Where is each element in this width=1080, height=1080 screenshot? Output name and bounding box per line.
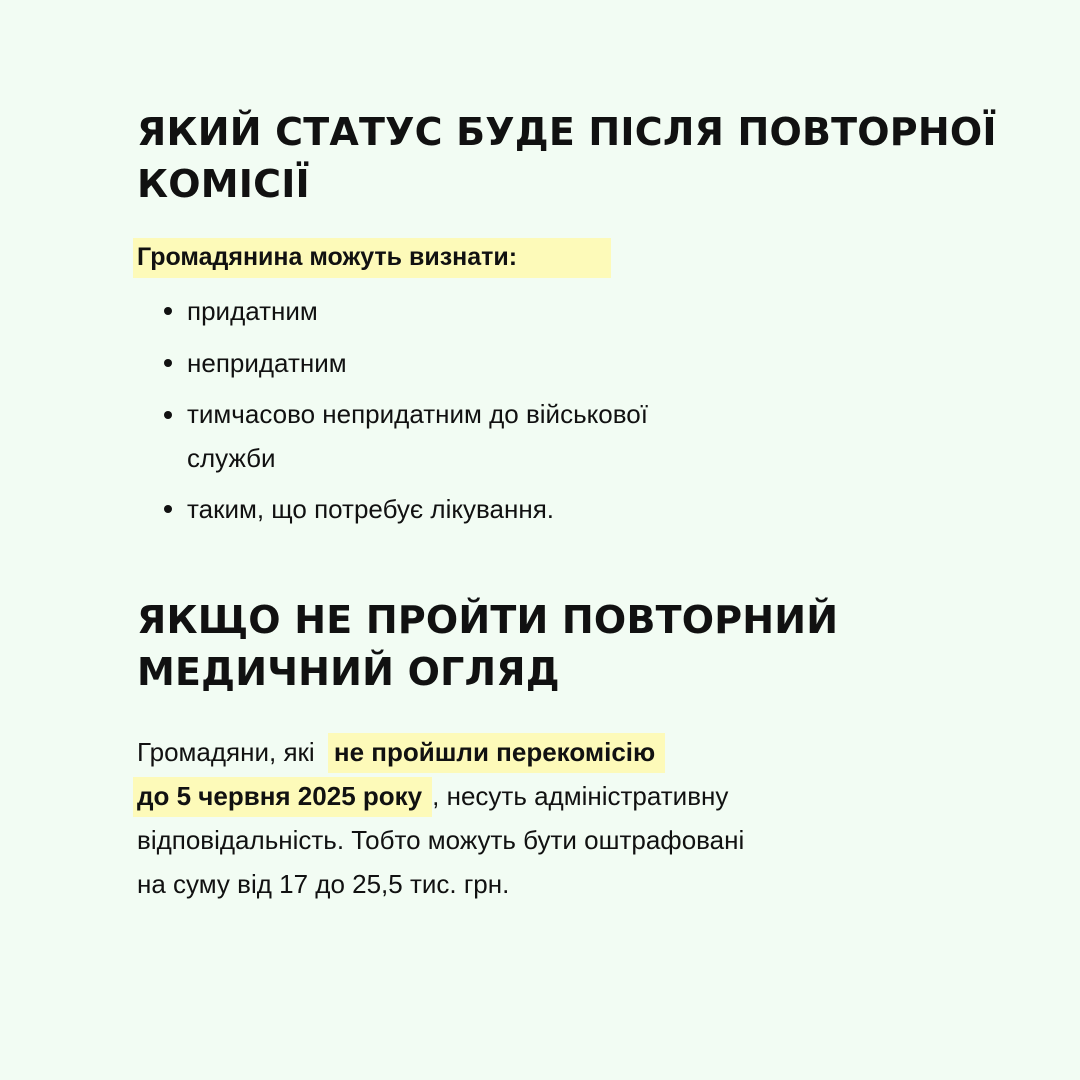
list-item-text (187, 340, 777, 386)
list-item-line: таким, що потребує лікування. (187, 494, 555, 524)
paragraph-line: на суму від 17 до 25,5 тис. грн. (137, 869, 510, 899)
bullet-icon (164, 411, 172, 419)
list-item-text (187, 392, 777, 480)
paragraph-line (137, 774, 937, 818)
list-item-line: тимчасово непридатним до військової (187, 399, 648, 429)
section-1-heading-line: ЯКИЙ СТАТУС БУДЕ ПІСЛЯ ПОВТОРНОЇ (137, 110, 997, 154)
paragraph-text: Громадяни, які (137, 737, 315, 767)
paragraph-line: відповідальність. Тобто можуть бути оштрафовані (137, 825, 745, 855)
list-item-line: придатним (187, 296, 318, 326)
status-lead-highlight: Громадянина можуть визнати: (133, 238, 611, 278)
paragraph-text: , (432, 781, 440, 811)
section-2-heading-line: МЕДИЧНИЙ ОГЛЯД (137, 650, 560, 694)
list-item-text (187, 288, 777, 334)
bullet-icon (164, 359, 172, 367)
list-item-line: непридатним (187, 348, 347, 378)
paragraph-line (137, 730, 937, 774)
list-item-line: служби (187, 443, 276, 473)
penalty-paragraph (137, 730, 937, 906)
section-2-heading-line: ЯКЩО НЕ ПРОЙТИ ПОВТОРНИЙ (137, 598, 839, 642)
section-1-heading-line: КОМІСІЇ (137, 162, 310, 206)
section-2-heading (137, 594, 838, 698)
list-item (137, 288, 777, 334)
status-options-list (137, 288, 777, 538)
list-item-text (187, 486, 777, 532)
list-item (137, 486, 777, 532)
list-item (137, 340, 777, 386)
bullet-icon (164, 307, 172, 315)
bullet-icon (164, 505, 172, 513)
list-item (137, 392, 777, 480)
section-1-heading (137, 106, 997, 210)
highlight-deadline-date: до 5 червня 2025 року (133, 777, 432, 817)
paragraph-text: несуть адміністративну (446, 781, 729, 811)
highlight-not-passed: не пройшли перекомісію (328, 733, 665, 773)
